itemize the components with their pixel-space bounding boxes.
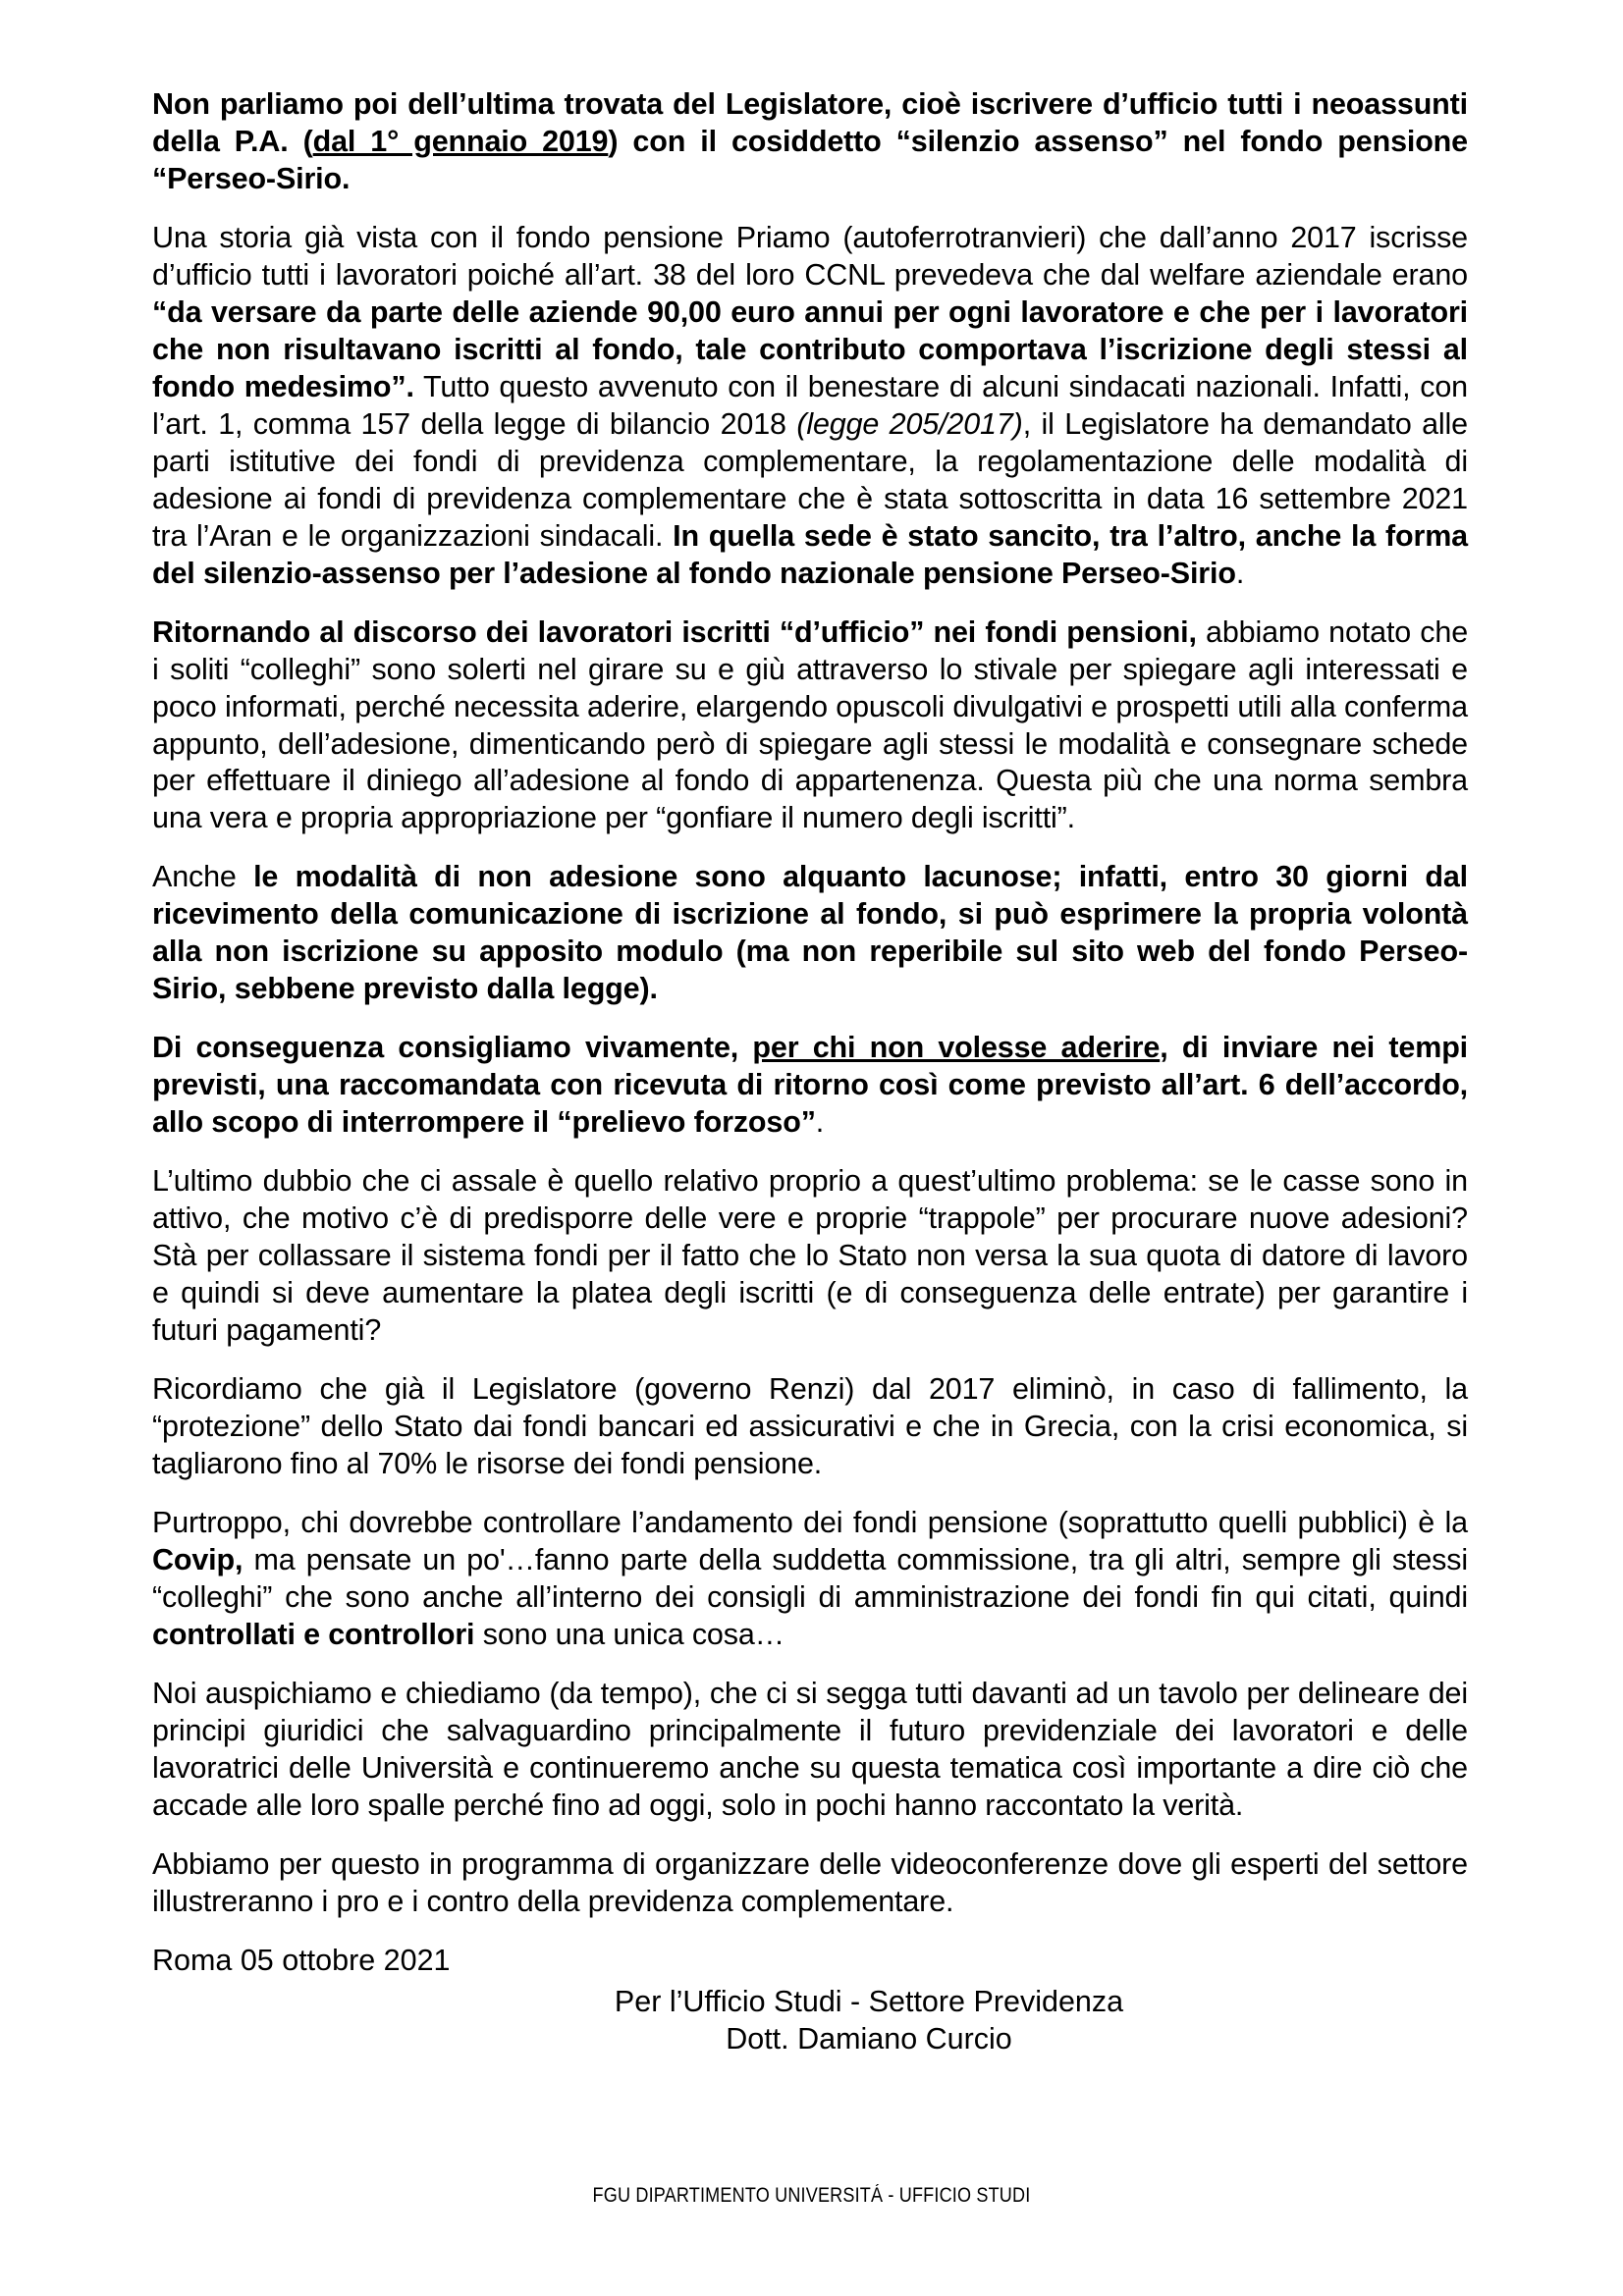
purtroppo-text-part2: ma pensate un po'…fanno parte della suddetta commissione, tra gli altri, sempre gli stessi “colleghi” che sono anche all’interno dei consigli di amministrazione dei fondi fin qui citati, quindi bbox=[152, 1542, 1468, 1614]
paragraph-conseguenza bbox=[152, 1030, 1468, 1142]
videoconferenze-text: Abbiamo per questo in programma di organizzare delle videoconferenze dove gli esperti del settore illustreranno i pro e i contro della previdenza complementare. bbox=[152, 1846, 1468, 1918]
paragraph-purtroppo bbox=[152, 1505, 1468, 1654]
page-footer: FGU DIPARTIMENTO UNIVERSITÁ - UFFICIO STUDI bbox=[592, 2184, 1031, 2207]
auspichiamo-text: Noi auspichiamo e chiediamo (da tempo), che ci si segga tutti davanti ad un tavolo per delineare dei principi giuridici che salvaguardino principalmente il futuro previdenziale dei lavoratori e delle lavoratrici delle Università e continueremo anche su questa tematica così importante a dire ciò che accade alle loro spalle perché fino ad oggi, solo in pochi hanno raccontato la verità. bbox=[152, 1676, 1468, 1822]
ultimo-dubbio-text: L’ultimo dubbio che ci assale è quello relativo proprio a quest’ultimo problema: se le casse sono in attivo, che motivo c’è di predisporre delle vere e proprie “trappole” per procurare nuove adesioni? Stà per collassare il sistema fondi per il fatto che lo Stato non versa la sua quota di datore di lavoro e quindi si deve aumentare la platea degli iscritti (e di conseguenza delle entrate) per garantire i futuri pagamenti? bbox=[152, 1164, 1468, 1348]
purtroppo-controllati-bold: controllati e controllori bbox=[152, 1617, 475, 1651]
priamo-legge-italic: (legge 205/2017) bbox=[796, 406, 1023, 441]
paragraph-videoconferenze bbox=[152, 1846, 1468, 1921]
purtroppo-covip-bold: Covip, bbox=[152, 1542, 243, 1576]
paragraph-priamo bbox=[152, 220, 1468, 593]
purtroppo-text-part1: Purtroppo, chi dovrebbe controllare l’andamento dei fondi pensione (soprattutto quelli pubblici) è la bbox=[152, 1505, 1468, 1539]
priamo-quote-bold: “da versare da parte delle aziende 90,00 euro annui per ogni lavoratore e che per i lavoratori che non risultavano iscritti al fondo, tale contributo comportava l’iscrizione degli stessi al fondo medesimo”. bbox=[152, 294, 1468, 403]
priamo-text-part3: , il Legislatore ha demandato alle parti istitutive dei fondi di previdenza complementare, la regolamentazione delle modalità di adesione ai fondi di previdenza complementare che è stata sottoscritta in data 16 settembre 2021 tra l’Aran e le organizzazioni sindacali. bbox=[152, 406, 1468, 553]
conseguenza-final-period: . bbox=[815, 1105, 825, 1140]
ritornando-lead-bold: Ritornando al discorso dei lavoratori iscritti “d’ufficio” nei fondi pensioni, bbox=[152, 614, 1197, 649]
priamo-text-part2: Tutto questo avvenuto con il benestare di alcuni sindacati nazionali. Infatti, con l’art. 1, comma 157 della legge di bilancio 2018 bbox=[152, 369, 1468, 441]
conseguenza-lead-bold: Di conseguenza consigliamo vivamente, bbox=[152, 1031, 753, 1065]
signature-date: Roma 05 ottobre 2021 bbox=[152, 1943, 451, 1977]
signature-office: Per l’Ufficio Studi - Settore Previdenza bbox=[614, 1984, 1124, 2018]
paragraph-intro bbox=[152, 86, 1468, 198]
ricordiamo-text: Ricordiamo che già il Legislatore (governo Renzi) dal 2017 eliminò, in caso di fallimento, la “protezione” dello Stato dai fondi bancari ed assicurativi e che in Grecia, con la crisi economica, si tagliarono fino al 70% le risorse dei fondi pensione. bbox=[152, 1372, 1468, 1480]
anche-modalita-bold: le modalità di non adesione sono alquanto lacunose; infatti, entro 30 giorni dal ricevimento della comunicazione di iscrizione al fondo, si può esprimere la propria volontà alla non iscrizione su apposito modulo (ma non reperibile sul sito web del fondo Perseo-Sirio, sebbene previsto dalla legge). bbox=[152, 860, 1468, 1006]
intro-text-part2: ) con il cosiddetto “silenzio assenso” nel fondo pensione “Perseo-Sirio. bbox=[152, 124, 1468, 195]
intro-text-part1: Non parliamo poi dell’ultima trovata del Legislatore, cioè iscrivere d’ufficio tutti i neoassunti della P.A. ( bbox=[152, 87, 1468, 158]
paragraph-ultimo-dubbio bbox=[152, 1163, 1468, 1350]
paragraph-auspichiamo bbox=[152, 1676, 1468, 1825]
signature-block bbox=[152, 1984, 1468, 2058]
priamo-text-part1: Una storia già vista con il fondo pensione Priamo (autoferrotranvieri) che dall’anno 2017 iscrisse d’ufficio tutti i lavoratori poiché all’art. 38 del loro CCNL prevedeva che dal welfare aziendale erano bbox=[152, 220, 1468, 292]
intro-underlined-date: dal 1° gennaio 2019 bbox=[312, 124, 609, 158]
document-body bbox=[152, 86, 1468, 2058]
conseguenza-underlined-bold: per chi non volesse aderire bbox=[752, 1031, 1161, 1065]
conseguenza-rest-bold: , di inviare nei tempi previsti, una raccomandata con ricevuta di ritorno così come previsto all’art. 6 dell’accordo, allo scopo di interrompere il “prelievo forzoso” bbox=[152, 1031, 1468, 1140]
purtroppo-text-part3: sono una unica cosa… bbox=[474, 1617, 785, 1651]
priamo-text-part4: . bbox=[1235, 556, 1245, 590]
paragraph-ricordiamo bbox=[152, 1371, 1468, 1483]
priamo-sancito-bold: In quella sede è stato sancito, tra l’altro, anche la forma del silenzio-assenso per l’adesione al fondo nazionale pensione Perseo-Sirio bbox=[152, 518, 1468, 590]
paragraph-ritornando bbox=[152, 614, 1468, 838]
ritornando-text: abbiamo notato che i soliti “colleghi” sono solerti nel girare su e giù attraverso lo stivale per spiegare agli interessati e poco informati, perché necessita aderire, elargendo opuscoli divulgativi e prospetti utili alla conferma appunto, dell’adesione, dimenticando però di spiegare agli stessi le modalità e consegnare schede per effettuare il diniego all’adesione al fondo di appartenenza. Questa più che una norma sembra una vera e propria appropriazione per “gonfiare il numero degli iscritti”. bbox=[152, 614, 1469, 835]
paragraph-anche bbox=[152, 859, 1468, 1008]
anche-text-lead: Anche bbox=[152, 860, 254, 894]
signature-name: Dott. Damiano Curcio bbox=[726, 2021, 1012, 2056]
